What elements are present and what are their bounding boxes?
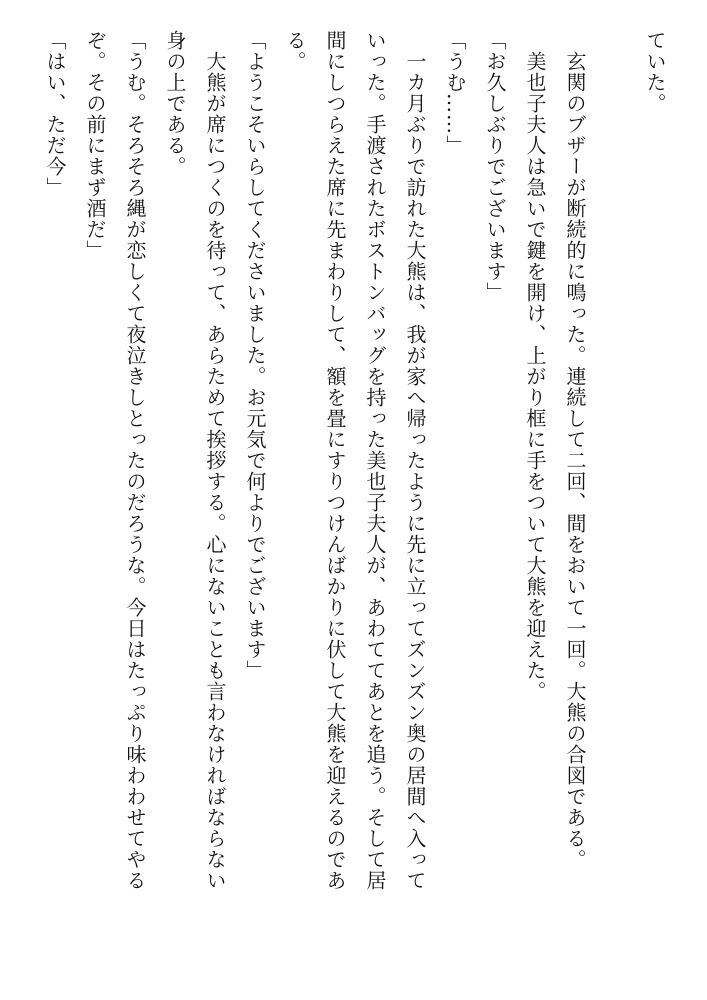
text-line: ぞ。その前にまず酒だ」 — [83, 30, 107, 261]
text-line: 玄関のブザーが断続的に鳴った。連続して二回、間をおいて一回。大熊の合図である。 — [563, 30, 587, 870]
text-line-blank — [595, 30, 635, 985]
text-line: 「お久しぶりでございます」 — [483, 30, 507, 303]
text-line: 「うむ。そろそろ縄が恋しくて夜泣きしとったのだろうな。今日はたっぷり味わわせてやる — [123, 30, 147, 891]
text-line: 「うむ……」 — [443, 30, 467, 156]
text-line: 一カ月ぶりで訪れた大熊は、我が家へ帰ったように先に立ってズンズン奥の居間へ入って — [403, 30, 427, 891]
text-line: 「はい、ただ今」 — [43, 30, 67, 198]
text-line: ていた。 — [643, 30, 667, 114]
text-line: 美也子夫人は急いで鍵を開け、上がり框に手をついて大熊を迎えた。 — [523, 30, 547, 702]
text-line: 大熊が席につくのを待って、あらためて挨拶する。心にないことも言わなければならない — [203, 30, 227, 891]
text-line: いった。手渡されたボストンバッグを持った美也子夫人が、あわててあとを追う。そして居 — [363, 30, 387, 891]
text-line: 「ようこそいらしてくださいました。お元気で何よりでございます」 — [243, 30, 267, 681]
text-line: る。 — [283, 30, 307, 72]
text-line: 身の上である。 — [163, 30, 187, 177]
text-line: 間にしつらえた席に先まわりして、額を畳にすりつけんばかりに伏して大熊を迎えるのであ — [323, 30, 347, 891]
novel-text-block — [25, 30, 675, 985]
